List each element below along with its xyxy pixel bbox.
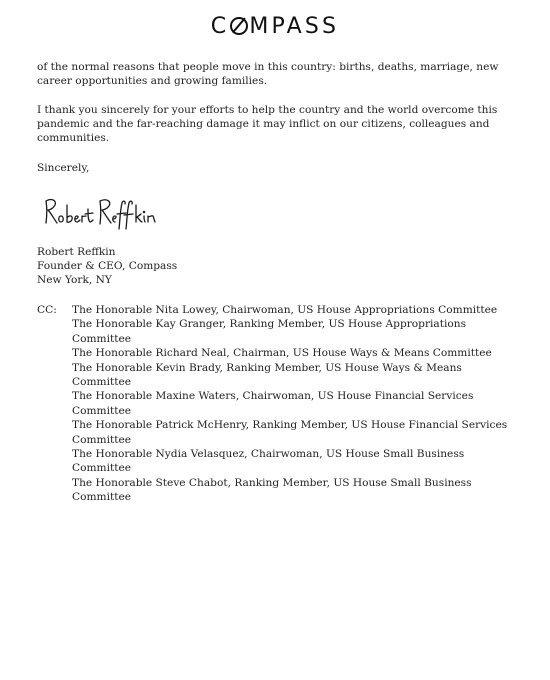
cc-recipient: The Honorable Richard Neal, Chairman, US House Ways & Means Committee bbox=[72, 347, 492, 360]
cc-recipient: The Honorable Patrick McHenry, Ranking Member, US House Financial Services Committee bbox=[72, 419, 508, 446]
letter-paragraph-2: I thank you sincerely for your efforts to help the country and the world overcome this pandemic and the far-reaching damage it may inflict on our citizens, colleagues and communities. bbox=[37, 104, 498, 144]
cc-recipient: The Honorable Nydia Velasquez, Chairwoman, US House Small Business Committee bbox=[72, 448, 465, 475]
cc-recipient: The Honorable Steve Chabot, Ranking Member, US House Small Business Committee bbox=[72, 476, 472, 504]
handwritten-signature bbox=[40, 193, 160, 233]
logo-text-suffix: MPASS bbox=[249, 14, 340, 39]
cc-recipient: The Honorable Kevin Brady, Ranking Member, US House Ways & Means Committee bbox=[72, 361, 462, 389]
letter-closing: Sincerely, bbox=[37, 162, 90, 174]
signer-name: Robert Reffkin bbox=[37, 246, 116, 258]
signer-location: New York, NY bbox=[37, 274, 112, 286]
signer-block bbox=[37, 245, 515, 287]
cc-recipient: The Honorable Kay Granger, Ranking Member, US House Appropriations Committee bbox=[72, 318, 467, 345]
cc-recipient: The Honorable Maxine Waters, Chairwoman, US House Financial Services Committee bbox=[72, 390, 474, 417]
cc-label: CC: bbox=[37, 304, 57, 316]
logo-text-prefix: C bbox=[210, 14, 230, 39]
cc-recipient-list bbox=[72, 303, 515, 505]
letter-paragraph-1: of the normal reasons that people move in this country: births, deaths, marriage, new career opportunities and growing families. bbox=[37, 61, 499, 87]
compass-logo bbox=[0, 14, 550, 39]
signer-title: Founder & CEO, Compass bbox=[37, 260, 178, 272]
cc-recipient: The Honorable Nita Lowey, Chairwoman, US House Appropriations Committee bbox=[72, 304, 498, 316]
compass-o-mark-icon bbox=[230, 17, 248, 35]
